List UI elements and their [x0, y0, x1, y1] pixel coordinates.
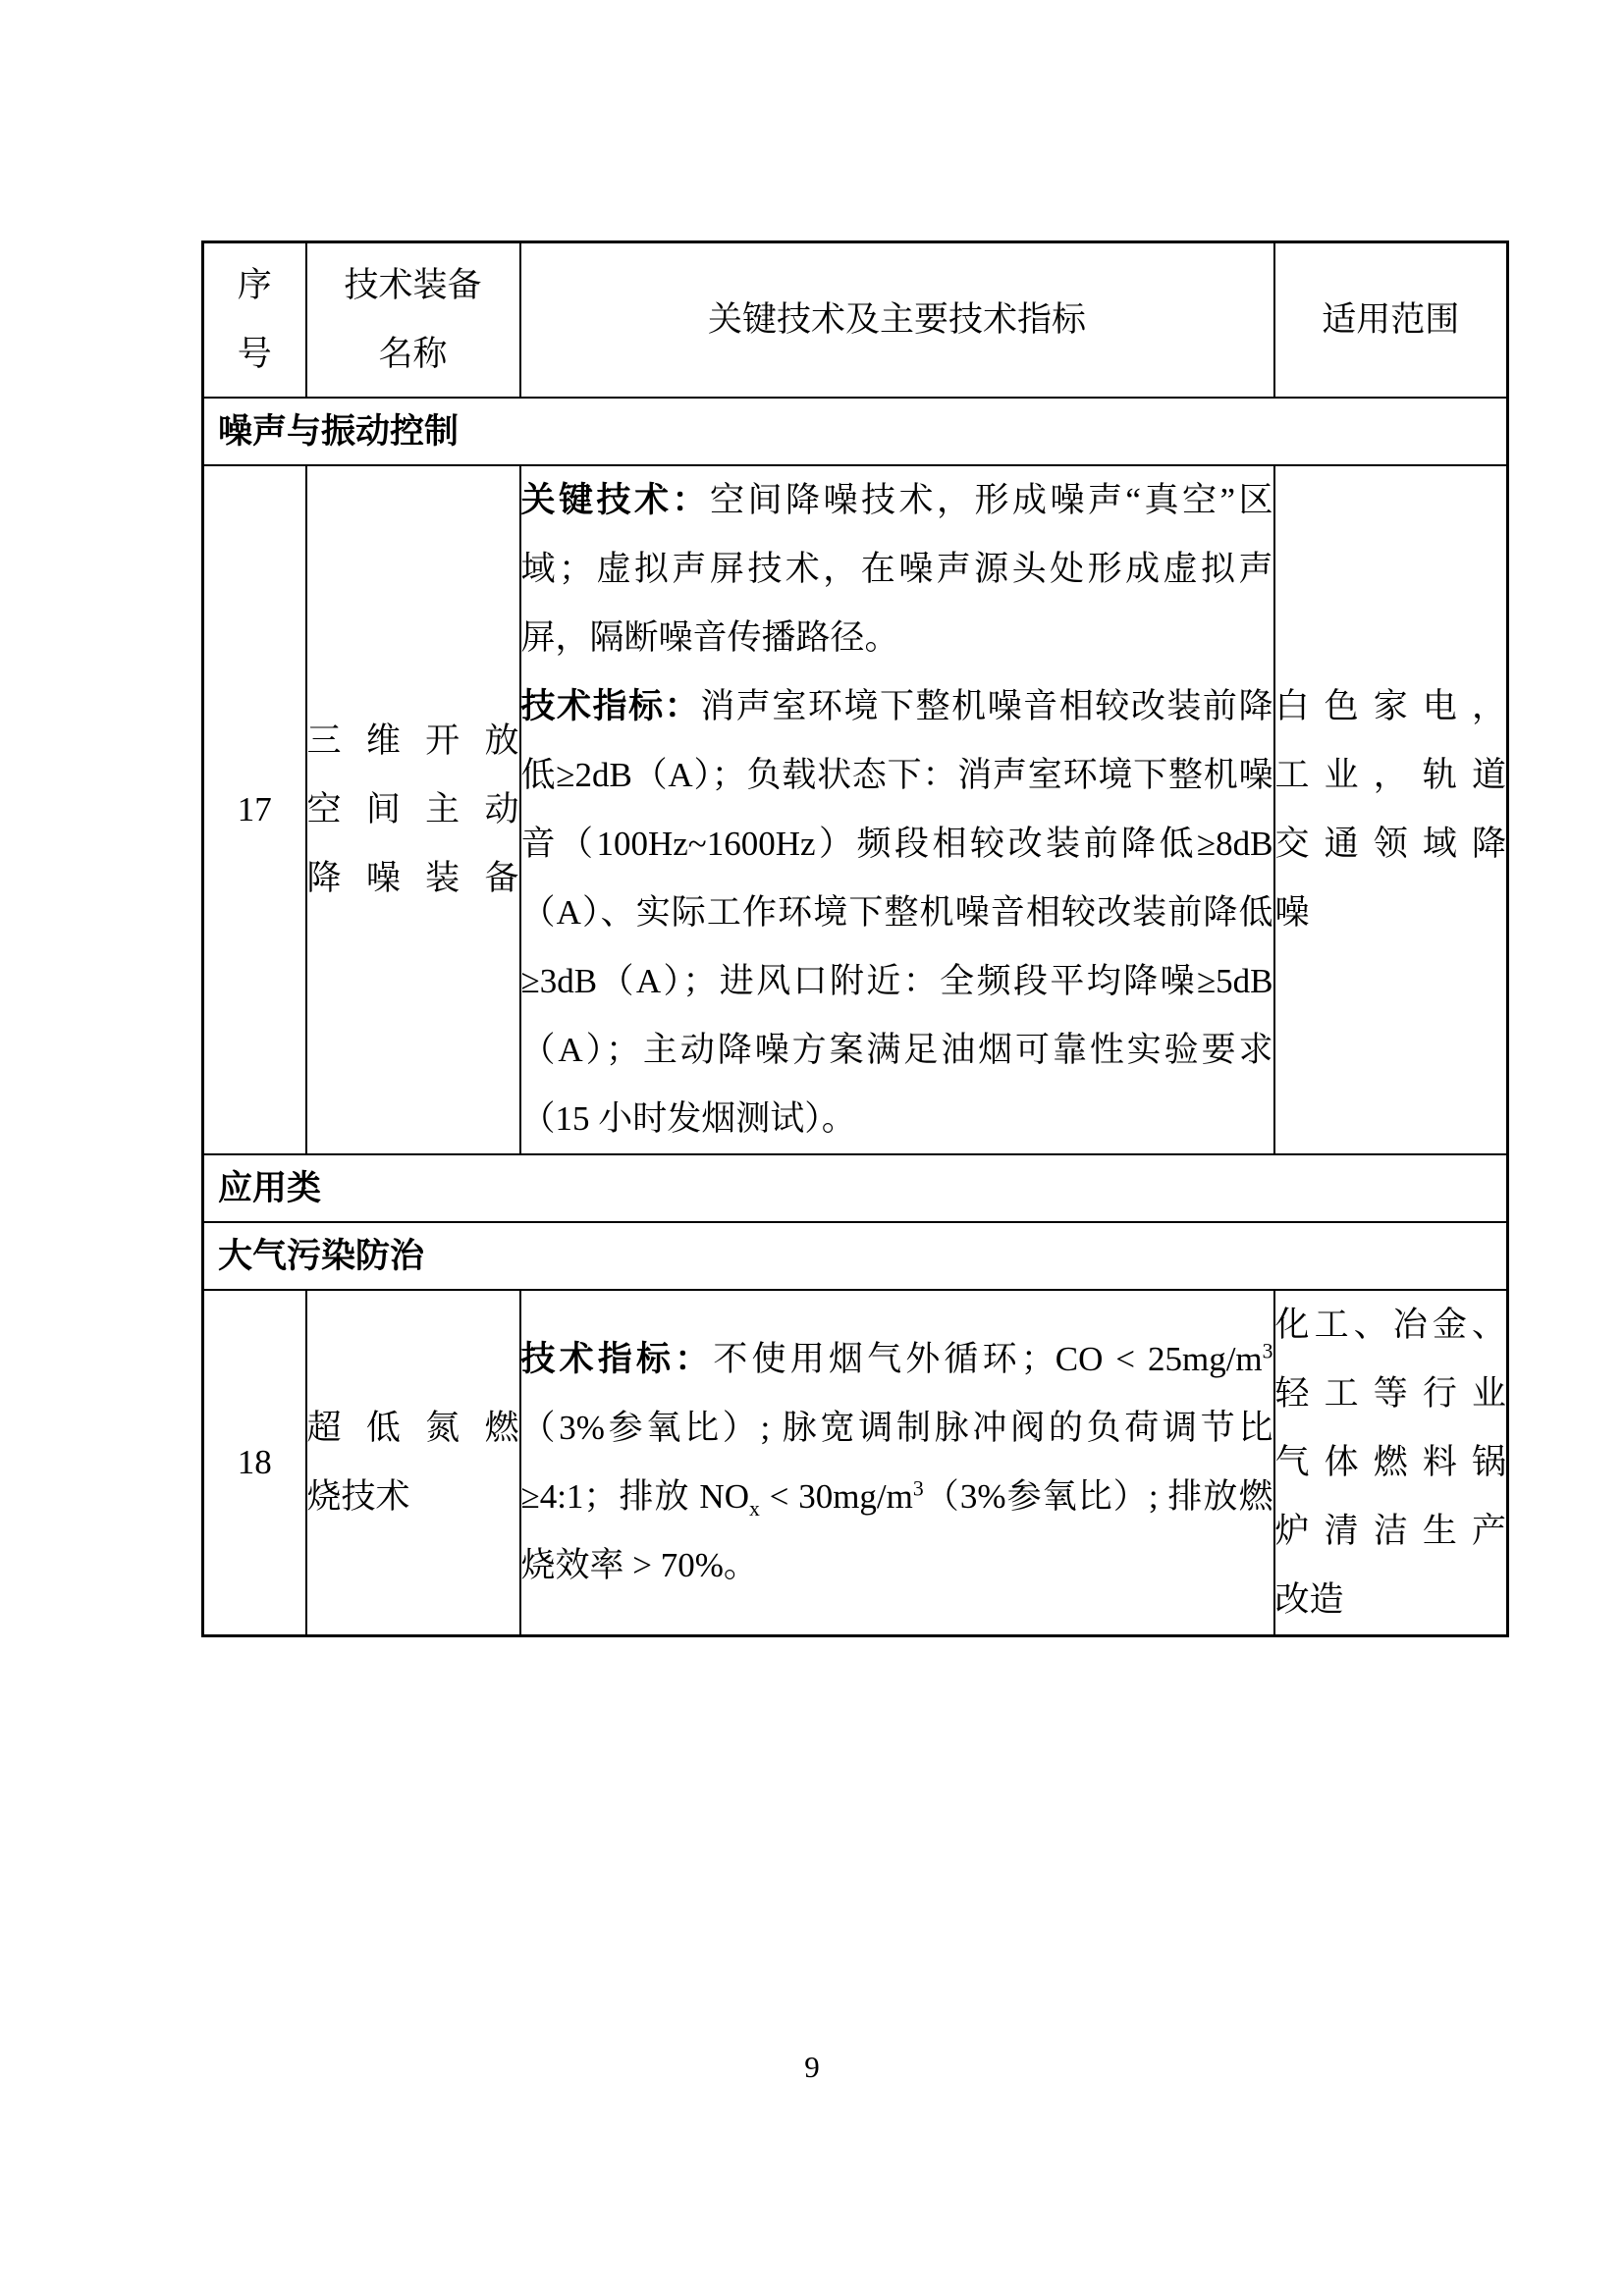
text-line: 工业，轨道: [1274, 756, 1506, 794]
section-title: 噪声与振动控制: [203, 398, 1508, 465]
paragraph: [521, 466, 1273, 672]
row-equipment-name: [306, 1290, 520, 1636]
text-line: 序: [237, 266, 272, 304]
text-segment: 空间降噪技术，形成噪声“真空”区域；虚拟声屏技术，在噪声源头处形成虚拟声屏，隔断噪音传播路径。: [520, 481, 1273, 657]
text-line: 烧技术: [306, 1477, 410, 1516]
section-title: 应用类: [203, 1154, 1508, 1222]
text-line: 改造: [1274, 1580, 1344, 1619]
paragraph: [521, 672, 1273, 1153]
text-segment: x: [749, 1497, 760, 1521]
text-line: 降噪装备: [306, 859, 519, 897]
text-line: 号: [237, 335, 272, 373]
section-row-noise-vibration: [203, 398, 1508, 465]
header-col-key-tech: 关键技术及主要技术指标: [520, 242, 1274, 399]
text-line: 化工、冶金、: [1274, 1306, 1506, 1344]
text-line: 炉清洁生产: [1274, 1512, 1506, 1550]
row-key-tech: [520, 465, 1274, 1154]
text-segment: < 30mg/m: [759, 1477, 913, 1516]
header-col-scope: 适用范围: [1274, 242, 1508, 399]
text-line: 轻工等行业: [1274, 1374, 1506, 1413]
label-bold: 关键技术：: [520, 481, 710, 519]
text-line: 白色家电，: [1274, 687, 1506, 725]
text-line: 空间主动: [306, 790, 519, 828]
text-segment: （3%参氧比）; 脉宽调制脉冲阀的负荷调节比≥4:1；排放 NO: [520, 1409, 1273, 1516]
text-segment: 消声室环境下整机噪音相较改装前降低≥2dB（A）；负载状态下：消声室环境下整机噪音（100Hz~1600Hz）频段相较改装前降低≥8dB（A）、实际工作环境下整机噪音相较改装前降低≥3dB（A）；进风口附近：全频段平均降噪≥5dB（A）；主动降噪方案满足油烟可靠性实验要求（15 小时发烟测试）。: [520, 687, 1273, 1138]
row-serial: 17: [203, 465, 306, 1154]
text-segment: 不使用烟气外循环；CO < 25mg/m: [713, 1340, 1263, 1378]
label-bold: 技术指标：: [520, 1340, 714, 1378]
section-row-air-pollution: [203, 1222, 1508, 1290]
paragraph: [521, 1325, 1273, 1600]
text-line: 交通领域降: [1274, 825, 1506, 863]
row-key-tech: [520, 1290, 1274, 1636]
row-scope: [1274, 465, 1508, 1154]
table-header-row: [203, 242, 1508, 399]
table-row: [203, 1290, 1508, 1636]
section-title: 大气污染防治: [203, 1222, 1508, 1290]
text-segment: 3: [912, 1476, 924, 1501]
text-line: 超低氮燃: [306, 1409, 519, 1447]
text-line: 名称: [378, 335, 448, 373]
text-segment: 3: [1262, 1339, 1273, 1363]
text-line: 技术装备: [344, 266, 482, 304]
section-row-application: [203, 1154, 1508, 1222]
header-col-serial: [203, 242, 306, 399]
text-line: 噪: [1274, 893, 1310, 932]
text-line: 三维开放: [306, 721, 519, 760]
row-serial: 18: [203, 1290, 306, 1636]
page-number: 9: [804, 2050, 820, 2084]
text-segment: （3%参氧比）; 排放燃烧效率 > 70%。: [520, 1477, 1273, 1584]
header-col-equipment-name: [306, 242, 520, 399]
equipment-table: [201, 240, 1509, 1637]
table-row: [203, 465, 1508, 1154]
row-equipment-name: [306, 465, 520, 1154]
label-bold: 技术指标：: [520, 687, 701, 725]
row-scope: [1274, 1290, 1508, 1636]
text-line: 气体燃料锅: [1274, 1443, 1506, 1481]
